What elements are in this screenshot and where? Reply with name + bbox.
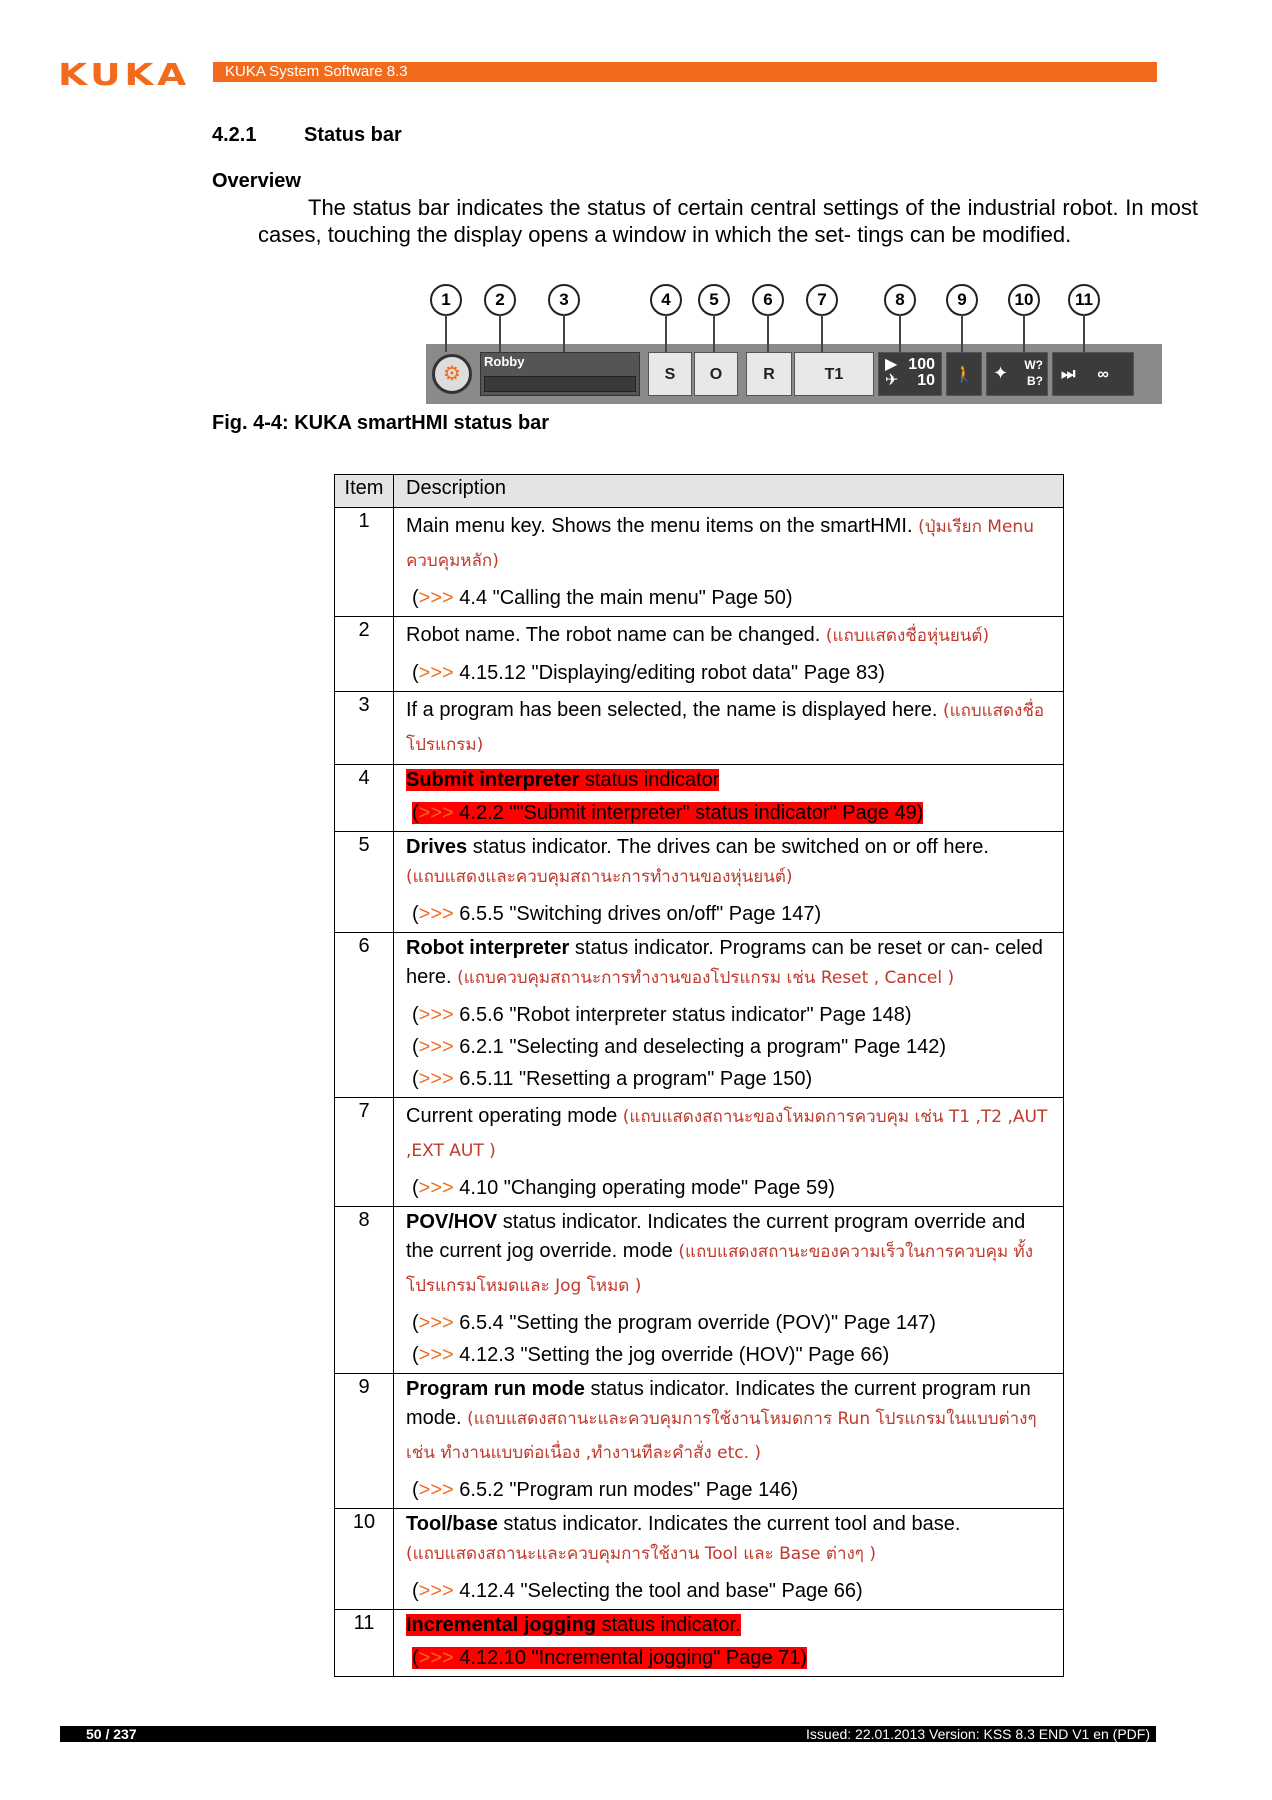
highlighted-description: Submit interpreter status indicator	[406, 769, 720, 791]
item-description	[394, 1610, 1064, 1677]
cross-reference[interactable]: (>>> 4.4 "Calling the main menu" Page 50)	[412, 587, 793, 609]
item-number: 5	[335, 832, 394, 933]
cross-reference[interactable]: (>>> 6.5.4 "Setting the program override (POV)" Page 147)	[412, 1312, 936, 1334]
item-number: 2	[335, 617, 394, 692]
table-row	[335, 933, 1064, 1098]
tool-base-indicator[interactable]	[986, 352, 1048, 396]
callout-line	[899, 314, 901, 352]
callout-line	[445, 314, 447, 352]
submit-interpreter-indicator[interactable]: S	[648, 352, 692, 396]
callout-7: 7	[806, 284, 838, 316]
item-description	[394, 1098, 1064, 1207]
item-number: 8	[335, 1207, 394, 1374]
drives-indicator[interactable]: O	[694, 352, 738, 396]
section-title: Status bar	[304, 124, 402, 146]
callout-5: 5	[698, 284, 730, 316]
table-row	[335, 765, 1064, 832]
callout-line	[767, 314, 769, 352]
callout-line	[499, 314, 501, 352]
item-number: 11	[335, 1610, 394, 1677]
cross-reference[interactable]: (>>> 4.2.2 ""Submit interpreter" status indicator" Page 49)	[412, 802, 924, 824]
reference-arrows: >>>	[418, 1647, 454, 1669]
table-row	[335, 692, 1064, 765]
table-row	[335, 508, 1064, 617]
thai-note: (แถบแสดงชื่อโปรแกรม)	[406, 701, 1045, 755]
main-menu-key[interactable]	[432, 354, 472, 394]
description-text: POV/HOV status indicator. Indicates the current program override and the current jog override. mode	[406, 1211, 1026, 1262]
highlighted-description: Incremental jogging status indicator.	[406, 1614, 741, 1636]
description-text: Robot name. The robot name can be changed.	[406, 624, 821, 646]
thai-note: (แถบแสดงสถานะและควบคุมการใช้งาน Tool และ Base ต่างๆ )	[406, 1544, 876, 1564]
description-text: Drives status indicator. The drives can be switched on or off here.	[406, 836, 989, 858]
jog-icon: ✈	[885, 372, 899, 389]
operating-mode-indicator[interactable]: T1	[794, 352, 874, 396]
status-bar-figure	[426, 282, 1162, 404]
callout-8: 8	[884, 284, 916, 316]
program-run-mode-indicator[interactable]	[946, 352, 982, 396]
table-row	[335, 832, 1064, 933]
cross-reference[interactable]: (>>> 4.15.12 "Displaying/editing robot data" Page 83)	[412, 662, 885, 684]
item-number: 9	[335, 1374, 394, 1509]
reference-arrows: >>>	[418, 1068, 454, 1090]
cross-reference[interactable]: (>>> 6.5.2 "Program run modes" Page 146)	[412, 1479, 799, 1501]
col-header-item: Item	[335, 475, 394, 508]
item-number: 4	[335, 765, 394, 832]
reference-arrows: >>>	[418, 1036, 454, 1058]
reference-arrows: >>>	[418, 1312, 454, 1334]
robot-interpreter-indicator[interactable]: R	[746, 352, 792, 396]
overview-text: The status bar indicates the status of certain central settings of the industrial robot. In most cases, touching the display opens a window in which the set- tings can be modified.	[258, 195, 1198, 247]
program-name-field[interactable]	[484, 376, 636, 392]
tool-value: W?	[1024, 358, 1043, 372]
issued-info: Issued: 22.01.2013 Version: KSS 8.3 END V1 en (PDF)	[806, 1726, 1150, 1742]
col-header-description: Description	[394, 475, 1064, 508]
thai-note: (แถบแสดงและควบคุมสถานะการทำงานของหุ่นยนต์)	[406, 867, 793, 887]
figure-caption: Fig. 4-4: KUKA smartHMI status bar	[212, 412, 550, 434]
item-description	[394, 1374, 1064, 1509]
description-text: If a program has been selected, the name is displayed here.	[406, 699, 938, 721]
callout-line	[563, 314, 565, 352]
item-description	[394, 832, 1064, 933]
cross-reference[interactable]: (>>> 4.10 "Changing operating mode" Page 59)	[412, 1177, 835, 1199]
tool-icon: ✦	[993, 363, 1009, 383]
skip-icon: ⏭	[1061, 366, 1076, 383]
item-description	[394, 765, 1064, 832]
description-text: Tool/base status indicator. Indicates the current tool and base.	[406, 1513, 961, 1535]
item-description	[394, 933, 1064, 1098]
cross-reference[interactable]: (>>> 4.12.10 "Incremental jogging" Page 71)	[412, 1647, 808, 1669]
thai-note: (แถบควบคุมสถานะการทำงานของโปรแกรม เช่น Reset , Cancel )	[457, 968, 955, 988]
walking-icon: 🚶	[954, 366, 974, 383]
hov-value: 10	[917, 372, 935, 389]
thai-note: (ปุ่มเรียก Menu ควบคุมหลัก)	[406, 517, 1034, 571]
robot-arm-icon: ⚙	[443, 363, 461, 385]
table-header-row	[335, 475, 1064, 508]
pov-hov-indicator[interactable]	[878, 352, 942, 396]
callout-line	[665, 314, 667, 352]
cross-reference[interactable]: (>>> 4.12.4 "Selecting the tool and base" Page 66)	[412, 1580, 863, 1602]
incremental-jogging-indicator[interactable]	[1052, 352, 1134, 396]
base-value: B?	[1027, 374, 1043, 388]
description-text: Program run mode status indicator. Indicates the current program run mode.	[406, 1378, 1031, 1429]
reference-arrows: >>>	[418, 802, 454, 824]
reference-arrows: >>>	[418, 662, 454, 684]
kuka-logo: KUKA	[58, 58, 190, 93]
item-number: 7	[335, 1098, 394, 1207]
reference-arrows: >>>	[418, 1004, 454, 1026]
reference-arrows: >>>	[418, 1580, 454, 1602]
description-text: Current operating mode	[406, 1105, 618, 1127]
callout-2: 2	[484, 284, 516, 316]
reference-arrows: >>>	[418, 1479, 454, 1501]
cross-reference[interactable]: (>>> 4.12.3 "Setting the jog override (HOV)" Page 66)	[412, 1344, 890, 1366]
callout-9: 9	[946, 284, 978, 316]
table-row	[335, 1509, 1064, 1610]
table-row	[335, 1098, 1064, 1207]
incremental-value: ∞	[1097, 366, 1109, 383]
callout-10: 10	[1008, 284, 1040, 316]
item-description	[394, 508, 1064, 617]
callout-line	[1023, 314, 1025, 352]
description-text: Main menu key. Shows the menu items on the smartHMI.	[406, 515, 913, 537]
item-number: 1	[335, 508, 394, 617]
item-description	[394, 692, 1064, 765]
table-row	[335, 1207, 1064, 1374]
pov-value: 100	[908, 356, 935, 373]
callout-11: 11	[1068, 284, 1100, 316]
thai-note: (แถบแสดงสถานะของโหมดการควบคุม เช่น T1 ,T2 ,AUT ,EXT AUT )	[406, 1107, 1048, 1161]
item-description	[394, 1509, 1064, 1610]
cross-reference[interactable]: (>>> 6.5.5 "Switching drives on/off" Page 147)	[412, 903, 822, 925]
cross-reference[interactable]: (>>> 6.5.11 "Resetting a program" Page 150)	[412, 1068, 813, 1090]
header-bar: KUKA System Software 8.3	[213, 62, 1157, 82]
item-description	[394, 1207, 1064, 1374]
callout-line	[961, 314, 963, 352]
table-row	[335, 617, 1064, 692]
overview-heading: Overview	[212, 170, 301, 192]
cross-reference[interactable]: (>>> 6.2.1 "Selecting and deselecting a program" Page 142)	[412, 1036, 947, 1058]
cross-reference[interactable]: (>>> 6.5.6 "Robot interpreter status indicator" Page 148)	[412, 1004, 912, 1026]
table-row	[335, 1374, 1064, 1509]
thai-note: (แถบแสดงชื่อหุ่นยนต์)	[825, 626, 990, 646]
item-number: 3	[335, 692, 394, 765]
item-number: 10	[335, 1509, 394, 1610]
callout-line	[713, 314, 715, 352]
callout-6: 6	[752, 284, 784, 316]
callout-3: 3	[548, 284, 580, 316]
thai-note: (แถบแสดงสถานะและควบคุมการใช้งานโหมดการ Run โปรแกรมในแบบต่างๆ เช่น ทำงานแบบต่อเนื่อง ,ทำงานทีละคำสั่ง etc. )	[406, 1409, 1037, 1463]
description-text: Robot interpreter status indicator. Programs can be reset or can- celed here.	[406, 937, 1043, 988]
reference-arrows: >>>	[418, 587, 454, 609]
footer-bar	[60, 1726, 1156, 1742]
table-row	[335, 1610, 1064, 1677]
item-number: 6	[335, 933, 394, 1098]
play-icon: ▶	[885, 356, 898, 373]
page-number: 50 / 237	[86, 1726, 137, 1742]
callout-line	[1083, 314, 1085, 352]
item-description	[394, 617, 1064, 692]
thai-note: (แถบแสดงสถานะของความเร็วในการควบคุม ทั้งโปรแกรมโหมดและ Jog โหมด )	[406, 1242, 1034, 1296]
status-bar-table	[334, 474, 1064, 1677]
callout-1: 1	[430, 284, 462, 316]
callout-4: 4	[650, 284, 682, 316]
section-number: 4.2.1	[212, 124, 257, 146]
reference-arrows: >>>	[418, 1177, 454, 1199]
reference-arrows: >>>	[418, 1344, 454, 1366]
robot-name: Robby	[484, 354, 525, 369]
reference-arrows: >>>	[418, 903, 454, 925]
callout-line	[821, 314, 823, 352]
